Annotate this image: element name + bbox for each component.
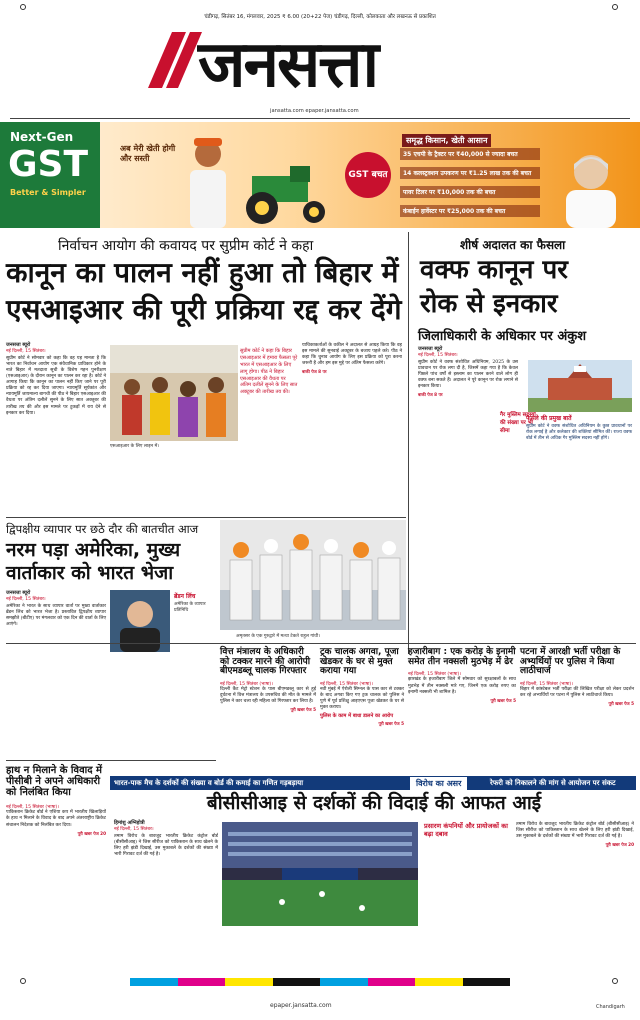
truck-headline[interactable]: ट्रक चालक अगवा, पूजा खेडकर के घर से मुक्त कराया गया — [320, 647, 399, 677]
print-registration-bottom-left — [20, 978, 26, 984]
hazaribagh-body: झारखंड के हजारीबाग जिले में सोमवार को सुरक्षाबलों के साथ मुठभेड़ में तीन नक्सली मारे गए, जिनमें एक करोड़ रुपए का इनामी नक्सली भी शामिल है। — [408, 677, 516, 695]
cricket-byline: हिमांशु अग्निहोत्री — [114, 820, 145, 826]
hazaribagh-dateline: नई दिल्ली, 15 सितंबर (भाषा)। — [408, 672, 461, 678]
waqf-box-title: फैसले की प्रमुख बातें — [526, 415, 572, 422]
ad-left-panel — [0, 122, 100, 228]
hazaribagh-continued[interactable]: पूरी खबर पेज 5 — [490, 697, 516, 703]
trade-headline-1[interactable]: नरम पड़ा अमेरिका, मुख्य — [6, 539, 181, 561]
lead-body: सुप्रीम कोर्ट ने सोमवार को कहा कि वह यह मानता है कि भारत का निर्वाचन आयोग एक संवैधानिक प्राधिकार होने के नाते बिहार में मतदाता सूची के विशेष गहन पुनरीक्षण (एसआइआर) के दौरान कानून का पालन कर रहा है। कोर्ट ने आगाह किया कि कानून का पालन नहीं किए जाने पर पूरी प्रक्रिया को रद्द कर दिया जाएगा। न्यायमूर्ति सूर्यकांत और न्यायमूर्ति जायमाल्य बागची की पीठ ने बिहार एसआइआर की वैधता पर अंतिम दलीलें सुनने के लिए सात अक्तूबर की तारीख तय की और इस मामले पर टुकड़ों में राय देने से इनकार कर दिया। — [6, 356, 106, 416]
handshake-dateline: नई दिल्ली, 15 सितंबर (भाषा)। — [6, 805, 59, 811]
lead-photo — [110, 345, 238, 441]
color-registration-bar — [130, 978, 510, 986]
footer-site[interactable]: epaper.jansatta.com — [270, 1002, 332, 1009]
handshake-headline[interactable]: हाथ न मिलाने के विवाद में पीसीबी ने अपने अधिकारी को निलंबित किया — [6, 765, 103, 798]
trade-dateline: नई दिल्ली, 15 सितंबर। — [6, 597, 46, 602]
bmw-continued[interactable]: पूरी खबर पेज 5 — [290, 707, 316, 713]
lead-continued[interactable]: बाकी पेज 8 पर — [302, 369, 327, 375]
cricket-strip-tag[interactable]: विरोध का असर — [410, 777, 467, 790]
lead-col3-body: याचिकाकर्ताओं के वकील ने अदालत से आग्रह किया कि वह इस मामले की सुनवाई अक्टूबर के बजाय पहले करे। पीठ ने कहा कि चुनाव आयोग के लिए इस प्रक्रिया को पूरा करना जरूरी है और हम इस मुद्दे पर अंतिम फैसला करेंगे। — [302, 343, 402, 367]
ad-left-tag: Better & Simpler — [10, 188, 86, 197]
row-rule-3 — [6, 760, 216, 761]
lead-vertical-rule — [408, 232, 409, 654]
ad-badge: GST बचत — [345, 152, 391, 198]
portrait-icon — [556, 144, 626, 228]
gst-ad[interactable] — [0, 122, 640, 228]
cricket-body: तमाम विरोध के बावजूद भारतीय क्रिकेट कंट्रोल बोर्ड (बीसीसीआइ) ने जिस सीरीज को पाकिस्तान के साथ खेलने के लिए हरी झंडी दिखाई, उस मुकाबले के दर्शकों की संख्या में भारी गिरावट दर्ज की गई है। — [114, 834, 218, 858]
masthead-rule — [10, 118, 630, 119]
bmw-headline[interactable]: वित्त मंत्रालय के अधिकारी को टक्कर मारने की आरोपी बीएमडब्लू चालक गिरफ्तार — [220, 647, 311, 677]
truck-continued[interactable]: पूरी खबर पेज 5 — [378, 721, 404, 727]
logo-text: जनसत्ता — [198, 28, 378, 102]
truck-quote: पुलिस के काम में बाधा डालने का आरोप — [320, 713, 394, 720]
masthead-web[interactable]: jansatta.com epaper.jansatta.com — [270, 108, 359, 114]
lead-headline-1[interactable]: कानून का पालन नहीं हुआ तो बिहार में — [6, 256, 399, 289]
waqf-dateline: नई दिल्ली, 15 सितंबर। — [418, 353, 458, 358]
row-rule-2 — [6, 643, 636, 644]
cricket-strip-label: भारत-पाक मैच के दर्शकों की संख्या व बोर्ड की कमाई का गणित गड़बड़ाया — [114, 779, 304, 787]
hazaribagh-story — [408, 648, 516, 704]
queue-photo-icon — [110, 345, 238, 441]
trade-photo-name: ब्रेंडन लिंच — [174, 593, 196, 600]
lead-kicker: निर्वाचन आयोग की कवायद पर सुप्रीम कोर्ट ने कहा — [58, 238, 314, 254]
masthead-logo[interactable] — [140, 22, 520, 102]
ad-offer-list — [400, 148, 540, 217]
cricket-strip-right: रेफरी को निकालने की मांग से आयोजन पर संकट — [490, 779, 616, 787]
ad-farmer — [180, 132, 235, 228]
waqf-headline-1[interactable]: वक्फ कानून पर — [420, 255, 568, 285]
cricket-quote: प्रसारण कंपनियों और प्रायोजकों का बढ़ा दबाव — [424, 822, 508, 839]
trade-photo-caption: अमेरिका के व्यापार प्रतिनिधि — [174, 602, 206, 613]
hazaribagh-headline[interactable]: हजारीबाग : एक करोड़ के इनामी समेत तीन नक्सली मुठभेड़ में ढेर — [408, 647, 516, 667]
print-registration-top — [0, 4, 640, 12]
ad-pm-portrait — [556, 144, 626, 228]
waqf-body: सुप्रीम कोर्ट ने वक्फ संशोधित अधिनियम, 2025 के उस प्रावधान पर रोक लगा दी है, जिसमें कहा गया है कि केवल पिछले पांच वर्षों से इस्लाम का पालन करने वाले लोग ही वक्फ बना सकते हैं। अदालत ने पूरे कानून पर रोक लगाने से इनकार किया। — [418, 360, 518, 390]
ad-offer-row: 14 कलस्ट्रक्शन उपकरण पर ₹1.25 लाख तक की बचत — [400, 167, 540, 179]
stadium-photo — [222, 822, 418, 926]
ad-offer-row: कंबाईन हार्वेस्टर पर ₹25,000 तक की बचत — [400, 205, 540, 217]
farmer-icon — [180, 132, 235, 228]
ad-left-title: Next-Gen — [10, 130, 74, 144]
gurdwara-photo — [220, 520, 406, 630]
waqf-headline-2[interactable]: रोक से इनकार — [420, 289, 558, 319]
trade-col — [6, 590, 106, 628]
masthead-topline: चंडीगढ़, सितंबर 16, मंगलवार, 2025 ₹ 6.00 (20+22 पेज) चंडीगढ़, दिल्ली, कोलकाता और लखनऊ से प्रकाशित — [204, 14, 436, 20]
truck-story — [320, 648, 404, 727]
court-building-icon — [528, 360, 632, 412]
handshake-continued[interactable]: पूरी खबर पेज 20 — [77, 830, 106, 836]
trade-headline-2[interactable]: वार्ताकार को भारत भेजा — [6, 562, 174, 584]
handshake-story — [6, 766, 106, 837]
lead-col1 — [6, 342, 106, 417]
trade-kicker: द्विपक्षीय व्यापार पर छठे दौर की बातचीत आज — [6, 522, 199, 536]
ad-slogan: अब मेरी खेती होगी और सस्ती — [120, 144, 176, 163]
ad-offer-headline: समृद्ध किसान, खेती आसान — [402, 134, 491, 147]
bmw-story — [220, 648, 316, 713]
waqf-kicker: शीर्ष अदालत का फैसला — [460, 238, 566, 252]
cricket-dateline: नई दिल्ली, 15 सितंबर। — [114, 827, 154, 832]
row-rule-1 — [6, 517, 406, 518]
stadium-photo-icon — [222, 822, 418, 926]
waqf-col1 — [418, 346, 536, 434]
patna-dateline: नई दिल्ली, 15 सितंबर (भाषा)। — [520, 682, 573, 688]
lead-col3 — [302, 343, 402, 375]
bmw-dateline: नई दिल्ली, 15 सितंबर (भाषा)। — [220, 682, 273, 688]
patna-headline[interactable]: पटना में आरक्षी भर्ती परीक्षा के अभ्यर्थियों पर पुलिस ने किया लाठीचार्ज — [520, 647, 621, 677]
waqf-box — [526, 414, 632, 442]
handshake-body: पाकिस्तान क्रिकेट बोर्ड ने एशिया कप में भारतीय खिलाड़ियों के हाथ न मिलाने के विवाद के बाद अपने अंतरराष्ट्रीय क्रिकेट संचालन निदेशक को निलंबित कर दिया। — [6, 810, 106, 828]
cricket-headline[interactable]: बीसीसीआइ से दर्शकों की विदाई की आफत आई — [206, 792, 542, 814]
cricket-col3-body: तमाम विरोध के बावजूद भारतीय क्रिकेट कंट्रोल बोर्ड (बीसीसीआइ) ने जिस सीरीज को पाकिस्तान के साथ खेलने के लिए हरी झंडी दिखाई, उस मुकाबले के दर्शकों की संख्या में भारी गिरावट दर्ज की गई है। — [516, 822, 634, 840]
trade-byline: जनसत्ता ब्यूरो — [6, 590, 31, 596]
patna-body: बिहार में कांस्टेबल भर्ती परीक्षा की लिखित परीक्षा को लेकर प्रदर्शन कर रहे अभ्यर्थियों पर पटना में पुलिस ने लाठीचार्ज किया। — [520, 687, 634, 699]
lead-photo-caption: एसआइआर के लिए लाइन में। — [110, 444, 159, 449]
patna-continued[interactable]: पूरी खबर पेज 5 — [608, 701, 634, 707]
truck-dateline: नई दिल्ली, 15 सितंबर (भाषा)। — [320, 682, 373, 688]
waqf-byline: जनसत्ता ब्यूरो — [418, 346, 443, 352]
tractor-icon — [232, 166, 342, 226]
lead-dateline: नई दिल्ली, 15 सितंबर। — [6, 349, 46, 354]
patna-story — [520, 648, 634, 707]
ad-left-big: GST — [8, 144, 89, 185]
supreme-court-photo — [528, 360, 632, 412]
ad-offer-row: पावर टिलर पर ₹10,000 तक की बचत — [400, 186, 540, 198]
trade-body: अमेरिका ने भारत के साथ व्यापार वार्ता पर मुख्य वार्ताकार ब्रेंडन लिंच को भारत भेजा है। प्रस्तावित द्विपक्षीय व्यापार समझौते (बीटीए) पर मंगलवार को एक दिन की वार्ता के लिए आएंगे। — [6, 604, 106, 628]
bmw-body: दिल्ली कैंट मेट्रो स्टेशन के पास बीएमडब्लू कार से हुई दुर्घटना में वित्त मंत्रालय के उपसचिव की मौत के मामले में पुलिस ने कार चला रही महिला को गिरफ्तार कर लिया है। — [220, 687, 316, 705]
waqf-subhead: जिलाधिकारी के अधिकार पर अंकुश — [418, 329, 587, 344]
cricket-col1 — [114, 820, 218, 858]
cricket-strip — [110, 776, 636, 790]
waqf-quote: गैर मुस्लिम सदस्यों की संख्या पर भी सीमा — [500, 412, 536, 434]
ad-offer-row: 35 एचपी के ट्रैक्टर पर ₹40,000 से ज्यादा बचत — [400, 148, 540, 160]
cricket-col3 — [516, 822, 634, 848]
crowd-photo-icon — [220, 520, 406, 630]
waqf-continued[interactable]: बाकी पेज 8 पर — [418, 392, 443, 398]
lead-sidebar-quote: सुप्रीम कोर्ट ने कहा कि बिहार एसआइआर में हमारा फैसला पूरे भारत में एसआइआर के लिए लागू होगा। पीठ ने बिहार एसआइआर की वैधता पर अंतिम दलीलें सुनने के लिए सात अक्टूबर की तारीख तय की। — [240, 348, 298, 396]
waqf-box-body: सुप्रीम कोर्ट ने वक्फ संशोधित अधिनियम के कुछ प्रावधानों पर रोक लगाई है और कलेक्टर की शक्तियां सीमित कीं। राज्य वक्फ बोर्ड में तीन से अधिक गैर मुस्लिम सदस्य नहीं होंगे। — [526, 424, 632, 442]
footer-edition: Chandigarh — [596, 1004, 625, 1010]
gurdwara-caption: अमृतसर के एक गुरुद्वारे में मत्था टेकते राहुल गांधी। — [236, 634, 320, 639]
truck-body: नवी मुंबई में ऐरोली सिग्नल के पास कार से टक्कर के बाद अगवा किए गए ट्रक चालक को पुलिस ने पुणे में पूर्व प्रशिक्षु आइएएस पूजा खेडकर के घर से मुक्त कराया। — [320, 687, 404, 711]
lead-headline-2[interactable]: एसआइआर की पूरी प्रक्रिया रद्द कर देंगे — [6, 293, 402, 326]
print-registration-bottom-right — [612, 978, 618, 984]
cricket-continued[interactable]: पूरी खबर पेज 20 — [605, 842, 634, 848]
lead-byline: जनसत्ता ब्यूरो — [6, 342, 31, 348]
